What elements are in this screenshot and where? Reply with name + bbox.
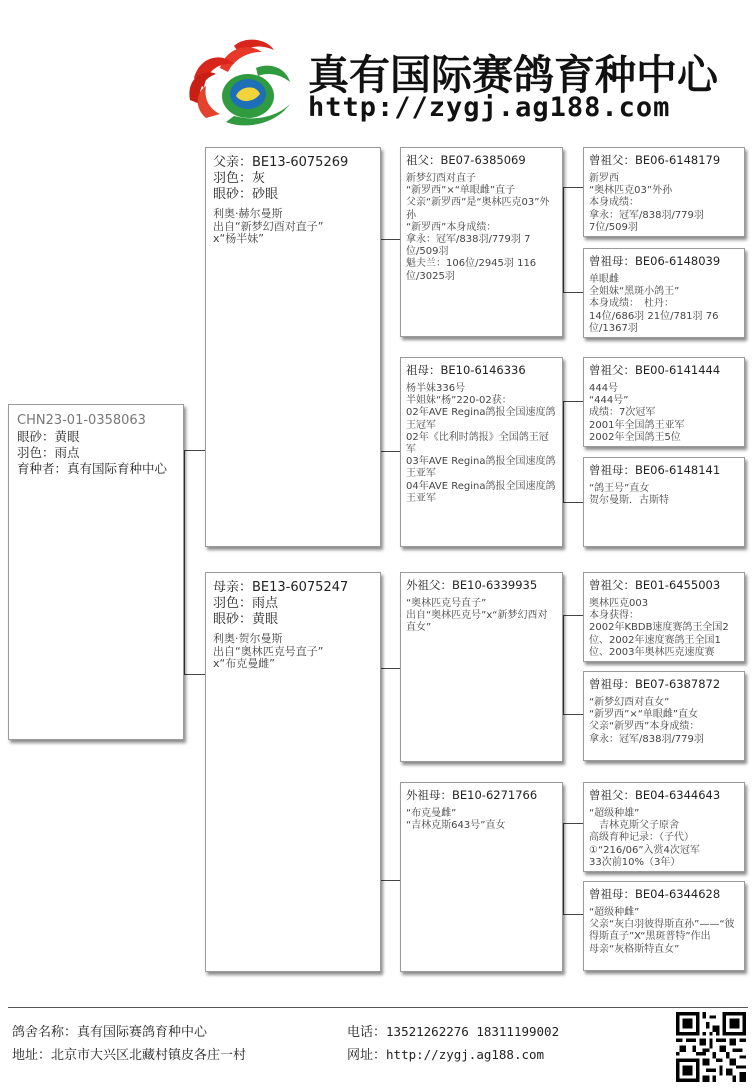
great-grandparent-desc: 新罗西 “奥林匹克03”外孙 本身成绩： 拿永：冠军/838羽/779羽 7位/509羽 (589, 173, 704, 233)
great-grandparent-desc: 奥林匹克003 本身获得： 2002年KBDB速度赛鸽王全国2位、2002年速度赛鸽王全国1位、2003年奥林匹克速度赛 (589, 598, 729, 658)
footer-divider (8, 1007, 748, 1008)
phone-value: 13521262276 18311199002 (386, 1024, 560, 1039)
grandparent-card (400, 357, 563, 547)
grandparent-desc: 新梦幻酉对直子 “新罗西”×“单眼雌”直子 父亲“新罗西”是“奥林匹克03”外孙 “新罗西”本身成绩： 拿永：冠军/838羽/779羽 7位/509羽 魁夫兰：106位/2945羽 116位/3025羽 (406, 173, 550, 282)
great-grandparent-ring-id: 曾祖母：BE04-6344628 (589, 887, 721, 901)
grandparent-desc: 杨半妹336号 半姐妹“杨”220-02获： 02年AVE Regina鸽报全国速度鸽王冠军 02年《比利时鸽报》全国鸽王冠军 03年AVE Regina鸽报全国速度鸽王亚军 04年AVE Regina鸽报全国速度鸽王亚军 (406, 383, 556, 504)
connector (380, 668, 400, 669)
connector (380, 880, 400, 881)
great-grandparent-desc: “新梦幻酉对直女” “新罗西”×“单眼雌”直女 父亲“新罗西”本身成绩： 拿永：冠军/838羽/779羽 (589, 697, 704, 745)
sire-desc: 利奥·赫尔曼斯 出自“新梦幻酉对直子” x“杨半妹” (213, 207, 324, 245)
connector (563, 401, 564, 503)
great-grandparent-ring-id: 曾祖父：BE00-6141444 (589, 363, 721, 377)
center-url: http://zygj.ag188.com (308, 92, 671, 123)
connector (563, 292, 583, 293)
pigeon-ring-id: CHN23-01-0358063 (17, 413, 146, 428)
center-title: 真有国际赛鸽育种中心 (308, 51, 718, 99)
loft-value: 真有国际赛鸽育种中心 (77, 1025, 208, 1040)
footer-address (12, 1044, 246, 1063)
dam-card (205, 572, 381, 972)
grandparent-card (400, 147, 563, 337)
great-grandparent-ring-id: 曾祖父：BE06-6148179 (589, 153, 721, 167)
great-grandparent-card (583, 147, 745, 237)
phone-label: 电话： (347, 1025, 387, 1040)
footer-phone (347, 1021, 559, 1040)
connector (563, 187, 564, 293)
connector (184, 674, 206, 675)
grandparent-ring-id: 外祖母：BE10-6271766 (406, 788, 538, 802)
great-grandparent-ring-id: 曾祖母：BE07-6387872 (589, 677, 721, 691)
connector (380, 451, 400, 452)
loft-label: 鸽舍名称： (12, 1025, 78, 1040)
great-grandparent-ring-id: 曾祖母：BE06-6148141 (589, 463, 721, 477)
great-grandparent-card (583, 248, 745, 338)
great-grandparent-ring-id: 曾祖母：BE06-6148039 (589, 254, 721, 268)
dam-color: 羽色：雨点 (213, 596, 279, 611)
sire-card (205, 147, 381, 547)
great-grandparent-desc: 444号 “444号” 成绩：7次冠军 2001年全国鸽王亚军 2002年全国鸽王5位 (589, 383, 685, 443)
connector (380, 239, 400, 240)
qr-code-icon (676, 1012, 746, 1082)
great-grandparent-card (583, 572, 745, 662)
connector (563, 615, 564, 715)
address-value: 北京市大兴区北藏村镇皮各庄一村 (51, 1048, 247, 1063)
grandparent-card (400, 572, 563, 762)
connector (563, 714, 583, 715)
grandparent-desc: “奥林匹克号直子” 出自“奥林匹克号”x“新梦幻酉对直女” (406, 598, 548, 634)
grandparent-ring-id: 祖父：BE07-6385069 (406, 153, 526, 167)
great-grandparent-ring-id: 曾祖父：BE04-6344643 (589, 788, 721, 802)
address-label: 地址： (12, 1048, 52, 1063)
website-label: 网址： (347, 1048, 387, 1063)
pigeon-color: 羽色：雨点 (17, 445, 80, 460)
grandparent-ring-id: 外祖父：BE10-6339935 (406, 578, 538, 592)
pigeon-breeder: 育种者：真有国际育种中心 (17, 461, 168, 476)
great-grandparent-card (583, 671, 745, 761)
connector (563, 823, 583, 824)
great-grandparent-card (583, 357, 745, 447)
great-grandparent-desc: “超级种雌” 父亲“灰白羽彼得斯直孙”——“彼得斯直子”X“黑斑普特”作出 母亲“灰格斯特直女” (589, 907, 735, 955)
pigeon-eye: 眼砂：黄眼 (17, 429, 80, 444)
connector (563, 823, 564, 915)
footer-loft (12, 1021, 207, 1040)
dam-desc: 利奥·贺尔曼斯 出自“奥林匹克号直子” x“布克曼雌” (213, 632, 324, 670)
connector (563, 914, 583, 915)
footer-website (347, 1044, 544, 1063)
great-grandparent-card (583, 881, 745, 971)
connector (563, 187, 583, 188)
connector (184, 450, 206, 451)
sire-ring-id: 父亲：BE13-6075269 (213, 155, 349, 170)
connector (563, 401, 583, 402)
grandparent-card (400, 782, 563, 972)
connector (184, 450, 185, 675)
great-grandparent-desc: 单眼雌 全姐妹“黑斑小鸽王” 本身成绩： 杜丹： 14位/686羽 21位/781羽 76位/1367羽 (589, 274, 719, 334)
pigeon-card (8, 404, 184, 740)
great-grandparent-card (583, 457, 745, 547)
great-grandparent-ring-id: 曾祖父：BE01-6455003 (589, 578, 721, 592)
connector (563, 615, 583, 616)
phoenix-logo (186, 38, 304, 130)
great-grandparent-card (583, 782, 745, 872)
grandparent-desc: “布克曼雌” “吉林克斯643号”直女 (406, 808, 506, 832)
grandparent-ring-id: 祖母：BE10-6146336 (406, 363, 526, 377)
website-link[interactable]: http://zygj.ag188.com (386, 1047, 545, 1062)
great-grandparent-desc: “超级种雄” 吉林克斯父子原舍 高级育种记录：（子代） ①“216/06”入赏4次冠军 33次前10%（3年） (589, 808, 700, 868)
dam-ring-id: 母亲：BE13-6075247 (213, 580, 349, 595)
great-grandparent-desc: “鸽王号”直女 贺尔曼斯．古斯特 (589, 483, 669, 507)
sire-color: 羽色：灰 (213, 171, 266, 186)
connector (563, 502, 583, 503)
sire-eye: 眼砂：砂眼 (213, 187, 279, 202)
dam-eye: 眼砂：黄眼 (213, 612, 279, 627)
